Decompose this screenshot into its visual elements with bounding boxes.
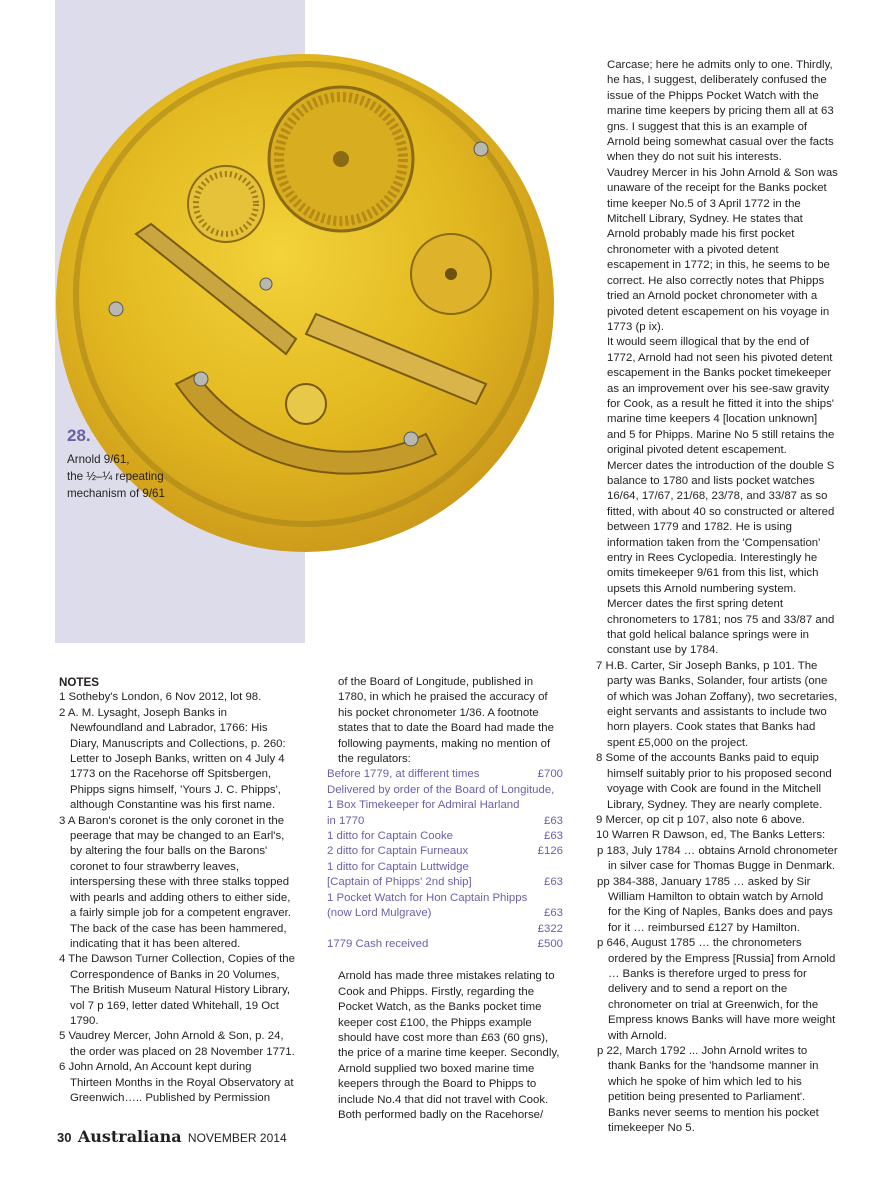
footnote: 4 The Dawson Turner Collection, Copies of the Correspondence of Banks in 20 Volumes, The British Museum Natural History Library, vol 7 p 169, letter dated Whitehall, 19 Oct 1790.	[59, 953, 295, 1027]
payment-label: Before 1779, at different times	[327, 768, 480, 781]
payment-label: 1 ditto for Captain Cooke	[327, 830, 454, 843]
figure-caption	[67, 426, 187, 502]
payment-label: 2 ditto for Captain Furneaux	[327, 845, 469, 858]
payment-amount: £63	[543, 830, 563, 843]
body-paragraph: Mercer dates the first spring detent chronometers to 1781; nos 75 and 33/87 and that gold helical balance springs were in constant use by 1784.	[607, 598, 835, 657]
caption-text	[67, 451, 187, 502]
payment-amount: £700	[537, 768, 563, 781]
page-number: 30	[57, 1130, 72, 1145]
payment-row	[327, 844, 563, 859]
middle-column	[327, 675, 563, 1123]
figure-number: 28.	[67, 426, 91, 445]
body-paragraph: Vaudrey Mercer in his John Arnold & Son was unaware of the receipt for the Banks pocket time keeper No.5 of 3 April 1772 in the Mitchell Library, Sydney. He states that Arnold probably made his first pocket chronometer with a pivoted detent escapement in 1772; in this, he seems to be correct. He also correctly notes that Phipps tried an Arnold pocket chronometer with a pivoted detent escapement on his voyage in 1773 (p ix).	[607, 166, 838, 333]
payment-amount: £63	[543, 814, 563, 827]
footnote: 7 H.B. Carter, Sir Joseph Banks, p 101. The party was Banks, Solander, four artists (one of which was Johan Zoffany), two secretaries, eight servants and assistants to include two horn players. Cook states that Banks had spent £5,000 on the project.	[596, 659, 838, 749]
footnote: 5 Vaudrey Mercer, John Arnold & Son, p. 24, the order was placed on 28 November 1771.	[59, 1030, 295, 1058]
footnote-item: p 22, March 1792 ... John Arnold writes to thank Banks for the 'handsome manner in which he spoke of him which led to his petition being presented to Parliament'. Banks never seems to mention his pocket timekeeper No 5.	[597, 1045, 819, 1135]
payment-row	[327, 829, 563, 844]
body-paragraph: It would seem illogical that by the end of 1772, Arnold had not seen his pivoted detent escapement in the Banks pocket timekeeper as an improvement over his see-saw gravity for Cook, as a result he fitted it into the ships' marine time keepers 4 [location unknown] and 5 for Phipps. Marine No 5 still retains the original pivoted detent escapement.	[607, 336, 835, 457]
footnote: 2 A. M. Lysaght, Joseph Banks in Newfoundland and Labrador, 1766: His Diary, Manuscripts and Collections, p. 260: Letter to Joseph Banks, written on 4 July 4 1773 on the Racehorse off Spitsbergen, Phipps signs himself, 'Yours J. C. Phipps', although Constantine was his first name.	[59, 706, 286, 812]
payment-row	[327, 783, 563, 798]
footnote: 9 Mercer, op cit p 107, also note 6 above.	[596, 813, 805, 826]
issue-date: NOVEMBER 2014	[187, 1131, 287, 1145]
body-paragraph: Mercer dates the introduction of the double S balance to 1780 and lists pocket watches 16/64, 17/67, 21/68, 23/78, and 33/87 as so fitted, with about 40 so constructed or altered between 1779 and 1782. He is using information taken from the 'Compensation' entry in Rees Cyclopedia. Interestingly he omits timekeeper 9/61 from this list, which upsets this Arnold numbering system.	[607, 459, 835, 595]
payment-row	[327, 875, 563, 890]
caption-line: Arnold 9/61,	[67, 453, 130, 466]
payment-label: (now Lord Mulgrave)	[327, 907, 432, 920]
caption-line: mechanism of 9/61	[67, 487, 165, 500]
payments-table	[327, 767, 563, 952]
payment-row	[327, 891, 563, 906]
footnote: 10 Warren R Dawson, ed, The Banks Letters:	[596, 829, 826, 842]
payment-row	[327, 906, 563, 921]
payment-amount: £126	[537, 845, 563, 858]
footnote-item: p 183, July 1784 … obtains Arnold chronometer in silver case for Thomas Bugge in Denmark.	[597, 844, 838, 873]
payment-row	[327, 767, 563, 782]
footnote: 8 Some of the accounts Banks paid to equip himself suitably prior to his proposed second voyage with Cook are found in the Mitchell Library, Sydney. They are nearly complete.	[596, 752, 832, 811]
payment-label: 1 Box Timekeeper for Admiral Harland	[327, 799, 520, 812]
payment-amount: £63	[543, 876, 563, 889]
payment-label: 1 Pocket Watch for Hon Captain Phipps	[327, 891, 528, 904]
body-paragraph: Carcase; here he admits only to one. Thirdly, he has, I suggest, deliberately confused the issue of the Phipps Pocket Watch with the marine time keepers by pricing them all at 63 gns. I suggest that this is an example of Arnold being somewhat casual over the facts when they do not suit his interests.	[607, 59, 834, 164]
footnote: 1 Sotheby's London, 6 Nov 2012, lot 98.	[59, 691, 262, 704]
payment-row	[327, 922, 563, 937]
footnote-continued: of the Board of Longitude, published in 1780, in which he praised the accuracy of his pocket chronometer 1/36. A footnote states that to date the Board had made the following payments, making no mention of the regulators:	[338, 676, 554, 766]
payment-label: 1 ditto for Captain Luttwidge	[327, 860, 469, 873]
caption-line: the ½–¼ repeating	[67, 470, 164, 483]
magazine-title: Australiana	[77, 1127, 182, 1146]
page-footer	[57, 1127, 287, 1146]
payment-amount: £322	[537, 922, 563, 935]
payment-row	[327, 814, 563, 829]
payment-label: in 1770	[327, 814, 365, 827]
payment-row	[327, 798, 563, 813]
body-paragraph: Arnold has made three mistakes relating to Cook and Phipps. Firstly, regarding the Pocket Watch, as the Banks pocket time keeper cost £100, the Phipps example should have cost more than £63 (60 gns), the price of a marine time keeper. Secondly, Arnold supplied two boxed marine time keepers through the Board to Phipps to include No.4 that did not travel with Cook. Both performed badly on the Racehorse/	[338, 970, 560, 1121]
notes-left-column	[59, 675, 295, 1106]
footnote: 6 John Arnold, An Account kept during Thirteen Months in the Royal Observatory at Greenwich….. Published by Permission	[59, 1061, 294, 1104]
payment-row	[327, 937, 563, 952]
footnote-item: pp 384-388, January 1785 … asked by Sir William Hamilton to obtain watch by Arnold for the King of Naples, Banks does and pays for it … reimbursed £127 by Hamilton.	[597, 875, 833, 934]
notes-heading: NOTES	[59, 676, 99, 689]
footnote-item: p 646, August 1785 … the chronometers ordered by the Empress [Russia] from Arnold … Banks is therefore urged to press for delivery and to send a report on the chronometer on trial at Greenwich, for the Empress knows Banks will have more weight with Arnold.	[597, 937, 836, 1042]
payment-label: [Captain of Phipps' 2nd ship]	[327, 876, 472, 889]
payment-label: Delivered by order of the Board of Longitude,	[327, 783, 555, 796]
payment-amount: £63	[543, 907, 563, 920]
right-column	[596, 58, 838, 1136]
payment-amount: £500	[537, 937, 563, 950]
payment-label: 1779 Cash received	[327, 937, 429, 950]
payment-row	[327, 860, 563, 875]
footnote: 3 A Baron's coronet is the only coronet in the peerage that may be changed to an Earl's, by altering the four balls on the Barons' coronet to four strawberry leaves, interspersing these with three stalks topped with pearls and adding others to either side, a fairly simple job for a competent engraver. The back of the case has been hammered, indicating that it has been altered.	[59, 814, 291, 950]
